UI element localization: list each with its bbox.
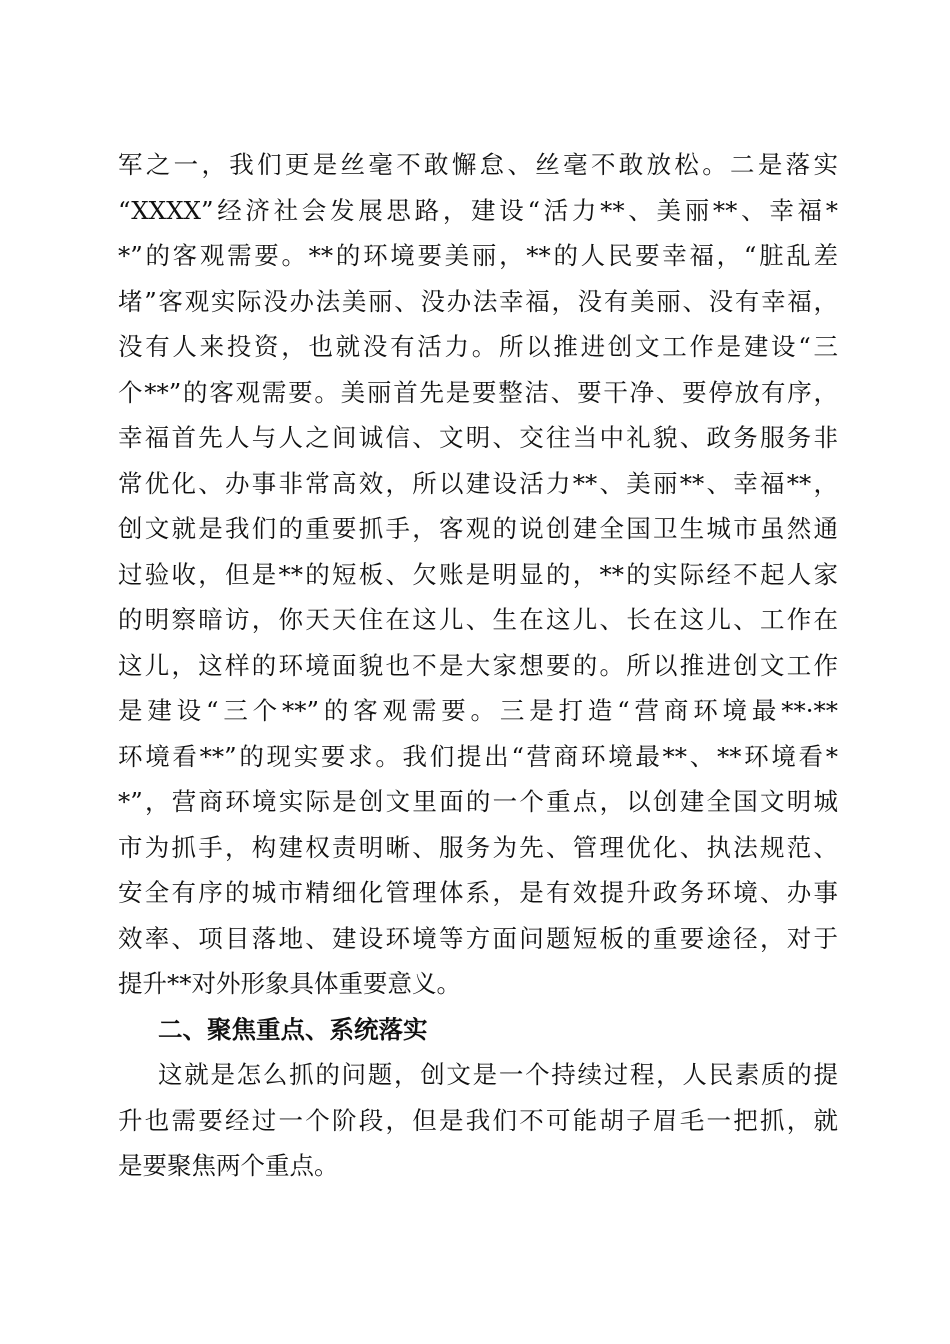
text-line: 的明察暗访，你天天住在这儿、生在这儿、长在这儿、工作在 bbox=[118, 605, 838, 634]
text-line: 环境看**”的现实要求。我们提出“营商环境最**、**环境看* bbox=[118, 741, 838, 771]
text-line: 没有人来投资，也就没有活力。所以推进创文工作是建设“三 bbox=[118, 332, 838, 361]
text-line: 提升**对外形象具体重要意义。 bbox=[118, 969, 461, 998]
paragraph-2 bbox=[118, 1052, 838, 1189]
text-line: 是建设“三个**”的客观需要。三是打造“营商环境最**·** bbox=[118, 696, 838, 725]
text-line: 这儿，这样的环境面貌也不是大家想要的。所以推进创文工作 bbox=[118, 650, 838, 680]
text-line: 升也需要经过一个阶段，但是我们不可能胡子眉毛一把抓，就 bbox=[118, 1105, 838, 1135]
text-line: 个**”的客观需要。美丽首先是要整洁、要干净、要停放有序， bbox=[118, 377, 838, 407]
text-line: 幸福首先人与人之间诚信、文明、交往当中礼貌、政务服务非 bbox=[118, 423, 838, 452]
section-heading: 二、聚焦重点、系统落实 bbox=[158, 1014, 428, 1044]
text-line: 过验收，但是**的短板、欠账是明显的，**的实际经不起人家 bbox=[118, 559, 838, 589]
text-line: 是要聚焦两个重点。 bbox=[118, 1151, 339, 1180]
text-line: 市为抓手，构建权责明晰、服务为先、管理优化、执法规范、 bbox=[118, 832, 838, 862]
text-line: 军之一，我们更是丝毫不敢懈怠、丝毫不敢放松。二是落实 bbox=[118, 150, 838, 179]
text-line: *”的客观需要。**的环境要美丽，**的人民要幸福，“脏乱差 bbox=[118, 241, 838, 270]
paragraph-1 bbox=[118, 142, 838, 1007]
document-body bbox=[118, 142, 838, 1189]
text-line: 常优化、办事非常高效，所以建设活力**、美丽**、幸福**， bbox=[118, 468, 838, 498]
text-line: “XXXX”经济社会发展思路，建设“活力**、美丽**、幸福* bbox=[118, 195, 838, 225]
text-line: 效率、项目落地、建设环境等方面问题短板的重要途径，对于 bbox=[118, 923, 838, 953]
text-line: 安全有序的城市精细化管理体系，是有效提升政务环境、办事 bbox=[118, 878, 838, 907]
text-line: 堵”客观实际没办法美丽、没办法幸福，没有美丽、没有幸福， bbox=[118, 286, 838, 316]
text-line: 创文就是我们的重要抓手，客观的说创建全国卫生城市虽然通 bbox=[118, 514, 838, 543]
text-line: *”，营商环境实际是创文里面的一个重点，以创建全国文明城 bbox=[118, 787, 838, 816]
text-line: 这就是怎么抓的问题，创文是一个持续过程，人民素质的提 bbox=[158, 1060, 838, 1089]
